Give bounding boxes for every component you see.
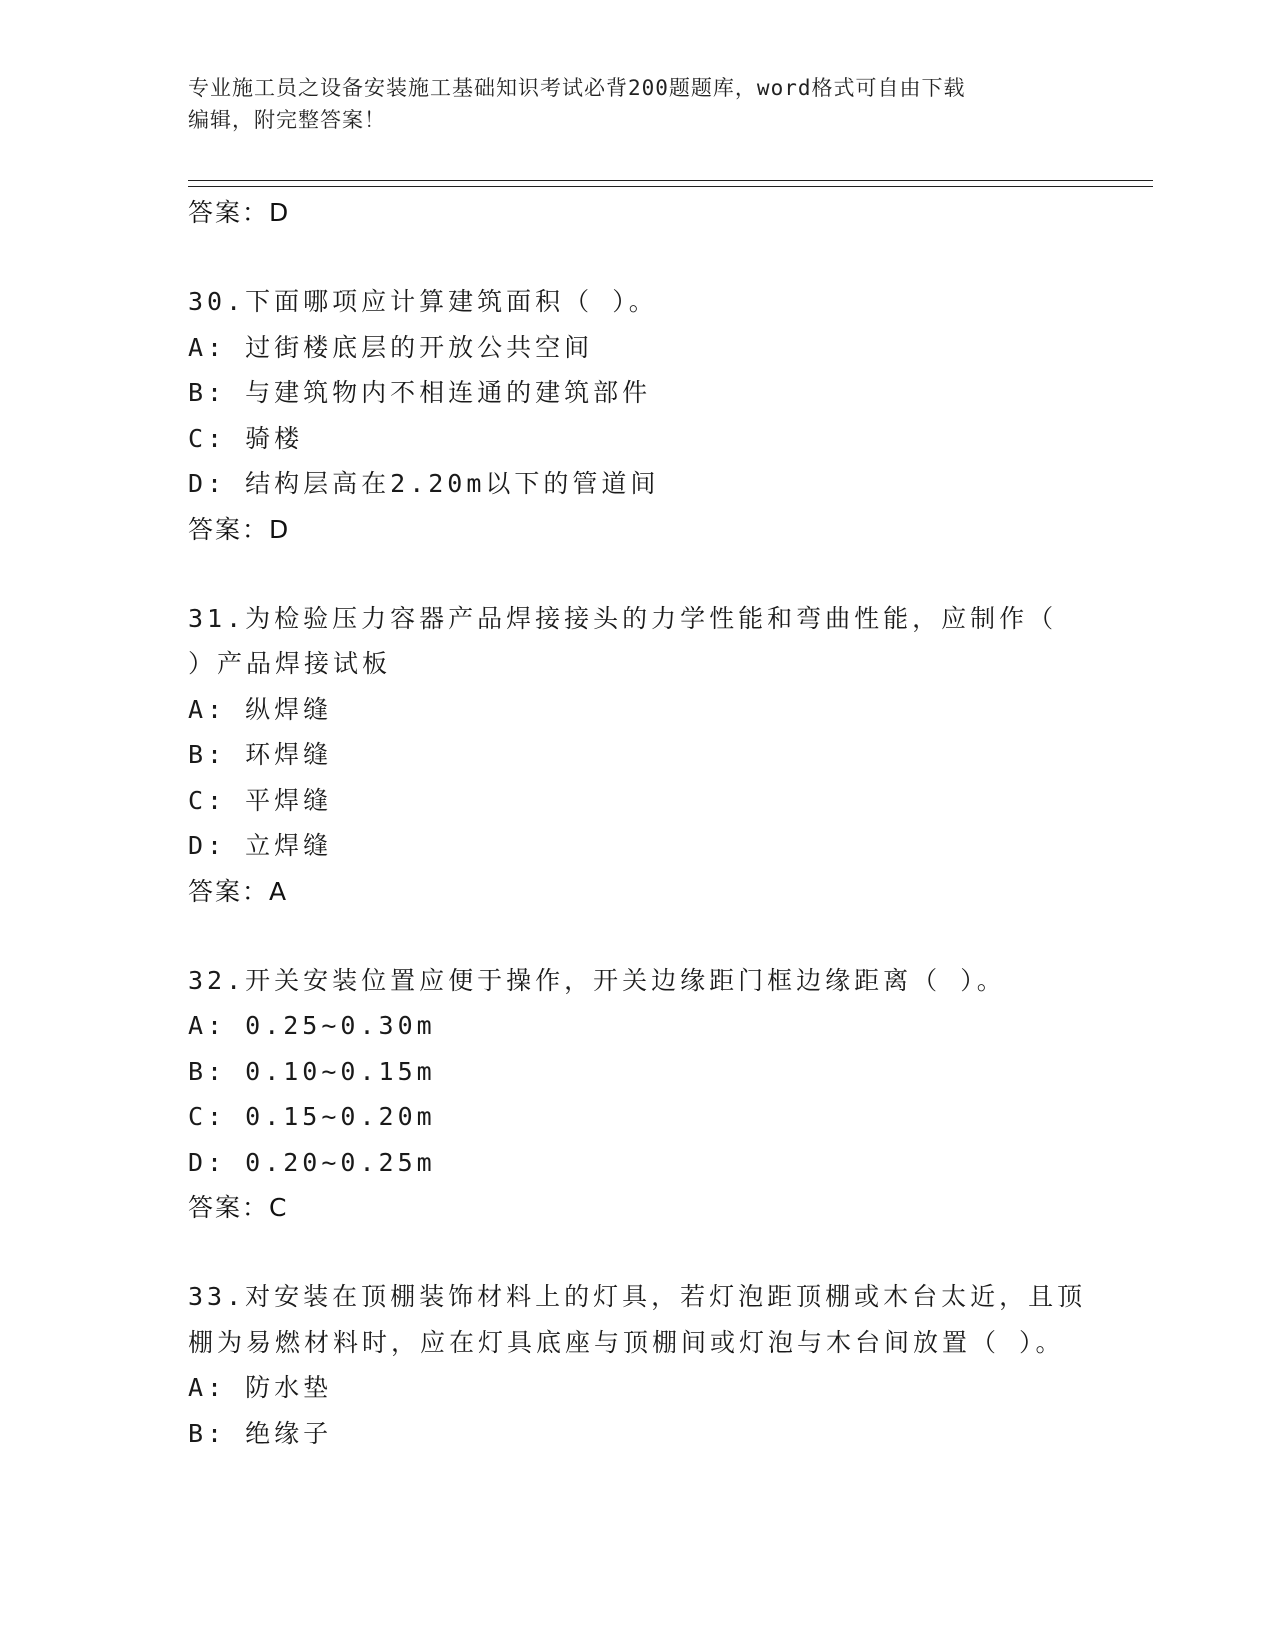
option-d: D: 结构层高在2.20m以下的管道间 bbox=[188, 469, 660, 498]
option-a: A: 防水垫 bbox=[188, 1373, 333, 1402]
option-a: A: 纵焊缝 bbox=[188, 694, 333, 724]
question-block bbox=[188, 596, 1153, 915]
header-line-2: 编辑，附完整答案！ bbox=[188, 108, 386, 132]
header-divider bbox=[188, 180, 1153, 187]
question-text: 30.下面哪项应计算建筑面积（ ）。 bbox=[188, 287, 658, 316]
question-text: 33.对安装在顶棚装饰材料上的灯具，若灯泡距顶棚或木台太近，且顶 bbox=[188, 1282, 1087, 1311]
option-c: C: 0.15~0.20m bbox=[188, 1102, 436, 1131]
answer-line: 答案：A bbox=[188, 876, 289, 906]
question-block bbox=[188, 1274, 1153, 1456]
option-a: A: 过街楼底层的开放公共空间 bbox=[188, 332, 594, 362]
question-text: 31.为检验压力容器产品焊接接头的力学性能和弯曲性能，应制作（ bbox=[188, 603, 1058, 633]
option-c: C: 平焊缝 bbox=[188, 785, 333, 815]
option-d: D: 0.20~0.25m bbox=[188, 1147, 436, 1177]
question-block bbox=[188, 279, 1153, 553]
answer-line: 答案：D bbox=[188, 198, 291, 227]
answer-line: 答案：C bbox=[188, 1193, 289, 1222]
question-text-continued: ）产品焊接试板 bbox=[188, 649, 392, 678]
header-line-1: 专业施工员之设备安装施工基础知识考试必背200题题库，word格式可自由下载 bbox=[188, 76, 966, 100]
option-c: C: 骑楼 bbox=[188, 423, 304, 453]
question-text: 32.开关安装位置应便于操作，开关边缘距门框边缘距离（ ）。 bbox=[188, 965, 1006, 995]
option-b: B: 绝缘子 bbox=[188, 1418, 333, 1448]
question-block bbox=[188, 958, 1153, 1232]
option-b: B: 0.10~0.15m bbox=[188, 1056, 436, 1086]
option-d: D: 立焊缝 bbox=[188, 831, 333, 860]
answer-line: 答案：D bbox=[188, 514, 291, 544]
option-a: A: 0.25~0.30m bbox=[188, 1011, 436, 1040]
option-b: B: 环焊缝 bbox=[188, 740, 333, 769]
question-text-continued: 棚为易燃材料时，应在灯具底座与顶棚间或灯泡与木台间放置（ ）。 bbox=[188, 1327, 1065, 1357]
page-header bbox=[188, 72, 1068, 136]
option-b: B: 与建筑物内不相连通的建筑部件 bbox=[188, 378, 652, 407]
question-list bbox=[188, 190, 1153, 1456]
